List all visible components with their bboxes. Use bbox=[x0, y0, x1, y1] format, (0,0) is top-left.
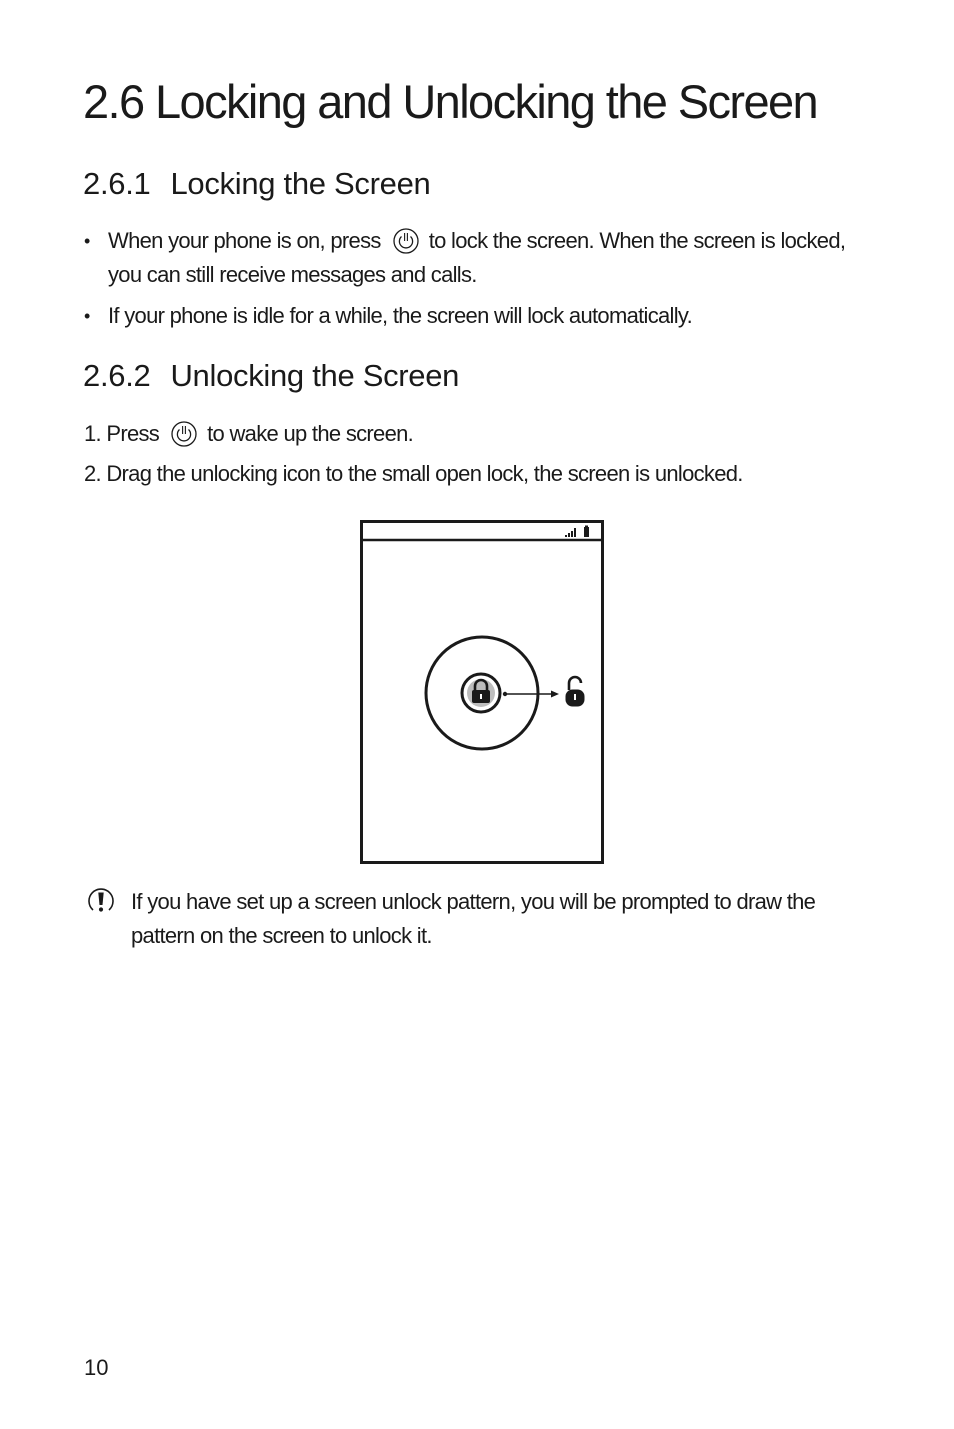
phone-lock-screen-illustration bbox=[360, 520, 604, 864]
section-heading-unlocking bbox=[83, 358, 459, 394]
bullet-marker: • bbox=[84, 231, 91, 251]
bullet-item-continuation: you can still receive messages and calls. bbox=[108, 262, 477, 287]
exclamation-note-icon bbox=[86, 886, 116, 918]
section-number: 2.6.1 bbox=[83, 166, 151, 201]
closed-lock-icon bbox=[462, 674, 500, 712]
page-number: 10 bbox=[84, 1355, 109, 1380]
section-heading-locking bbox=[83, 166, 430, 202]
power-button-icon bbox=[169, 421, 199, 447]
bullet-text-start: When your phone is on, press bbox=[108, 228, 381, 253]
step-text-end: to wake up the screen. bbox=[207, 421, 414, 446]
note-text bbox=[131, 885, 815, 953]
section-title: Locking the Screen bbox=[170, 166, 431, 201]
power-button-icon bbox=[391, 228, 421, 254]
bullet-marker: • bbox=[84, 306, 91, 326]
section-title: Unlocking the Screen bbox=[170, 358, 460, 393]
battery-icon bbox=[584, 526, 589, 538]
note-line-2: pattern on the screen to unlock it. bbox=[131, 923, 432, 948]
step-2: 2. Drag the unlocking icon to the small open lock, the screen is unlocked. bbox=[84, 461, 743, 486]
note-line-1: If you have set up a screen unlock pattern, you will be prompted to draw the bbox=[131, 889, 816, 914]
bullet-item-auto-lock: If your phone is idle for a while, the screen will lock automatically. bbox=[108, 303, 692, 328]
step-text-start: 1. Press bbox=[84, 421, 160, 446]
page-title: 2.6 Locking and Unlocking the Screen bbox=[83, 75, 818, 128]
section-number: 2.6.2 bbox=[83, 358, 151, 393]
bullet-item-press-power bbox=[108, 224, 845, 258]
bullet-text-end: to lock the screen. When the screen is locked, bbox=[428, 228, 846, 253]
step-1 bbox=[84, 417, 413, 451]
